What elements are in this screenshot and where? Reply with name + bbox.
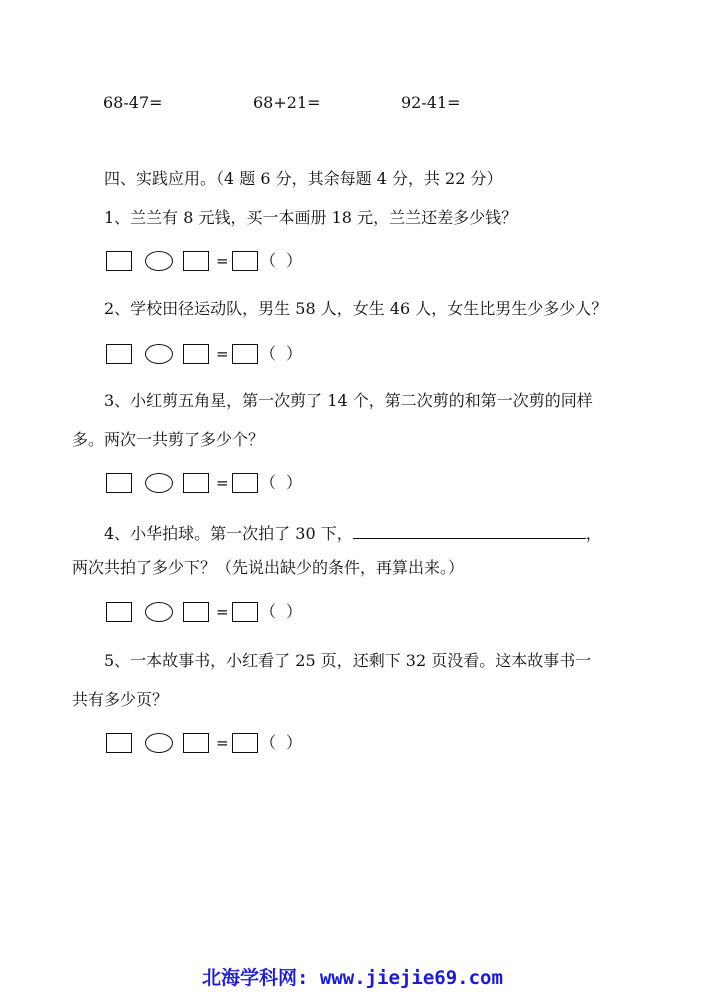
equals-sign: = xyxy=(216,345,229,363)
question-1-text: 1、兰兰有 8 元钱，买一本画册 18 元，兰兰还差多少钱？ xyxy=(104,208,518,227)
question-4-text-line-2: 两次共拍了多少下？（先说出缺少的条件，再算出来。） xyxy=(72,558,465,577)
question-4-text-start: 4、小华拍球。第一次拍了 30 下， xyxy=(104,524,353,543)
operator-oval[interactable] xyxy=(145,251,173,271)
unit-open-paren: （ xyxy=(260,344,277,363)
question-4-text-line-1 xyxy=(104,522,602,545)
missing-condition-blank[interactable] xyxy=(353,522,586,539)
unit-open-paren: （ xyxy=(260,473,277,492)
operator-oval[interactable] xyxy=(145,602,173,622)
answer-box[interactable] xyxy=(106,251,132,271)
answer-box[interactable] xyxy=(232,344,258,364)
answer-box[interactable] xyxy=(106,602,132,622)
unit-close-paren: ） xyxy=(286,602,303,621)
question-3-text-line-1: 3、小红剪五角星，第一次剪了 14 个，第二次剪的和第一次剪的同样 xyxy=(104,391,593,410)
equation-1: 68-47= xyxy=(103,93,163,112)
answer-row-3 xyxy=(106,473,306,497)
equals-sign: = xyxy=(216,252,229,270)
unit-close-paren: ） xyxy=(286,251,303,270)
answer-box[interactable] xyxy=(183,602,209,622)
question-4-text-end: ， xyxy=(585,524,602,543)
operator-oval[interactable] xyxy=(145,344,173,364)
answer-box[interactable] xyxy=(106,733,132,753)
equals-sign: = xyxy=(216,734,229,752)
equation-2: 68+21= xyxy=(253,93,321,112)
answer-box[interactable] xyxy=(106,473,132,493)
unit-open-paren: （ xyxy=(260,602,277,621)
answer-box[interactable] xyxy=(106,344,132,364)
answer-row-2 xyxy=(106,344,306,368)
unit-close-paren: ） xyxy=(286,473,303,492)
answer-box[interactable] xyxy=(183,733,209,753)
unit-close-paren: ） xyxy=(286,733,303,752)
unit-open-paren: （ xyxy=(260,733,277,752)
footer-site-link[interactable]: 北海学科网: www.jiejie69.com xyxy=(202,967,503,989)
section-heading: 四、实践应用。（4 题 6 分，其余每题 4 分，共 22 分） xyxy=(104,169,503,188)
answer-box[interactable] xyxy=(183,344,209,364)
answer-box[interactable] xyxy=(232,733,258,753)
equals-sign: = xyxy=(216,603,229,621)
question-2-text: 2、学校田径运动队，男生 58 人，女生 46 人，女生比男生少多少人？ xyxy=(104,299,608,318)
operator-oval[interactable] xyxy=(145,733,173,753)
equals-sign: = xyxy=(216,474,229,492)
unit-open-paren: （ xyxy=(260,251,277,270)
question-5-text-line-2: 共有多少页？ xyxy=(72,690,169,709)
equation-3: 92-41= xyxy=(401,93,461,112)
operator-oval[interactable] xyxy=(145,473,173,493)
answer-box[interactable] xyxy=(183,251,209,271)
answer-row-5 xyxy=(106,733,306,757)
unit-close-paren: ） xyxy=(286,344,303,363)
answer-box[interactable] xyxy=(183,473,209,493)
answer-box[interactable] xyxy=(232,473,258,493)
question-3-text-line-2: 多。两次一共剪了多少个？ xyxy=(72,430,265,449)
answer-box[interactable] xyxy=(232,251,258,271)
answer-row-4 xyxy=(106,602,306,626)
question-5-text-line-1: 5、一本故事书，小红看了 25 页，还剩下 32 页没看。这本故事书一 xyxy=(104,651,592,670)
answer-row-1 xyxy=(106,251,306,275)
answer-box[interactable] xyxy=(232,602,258,622)
